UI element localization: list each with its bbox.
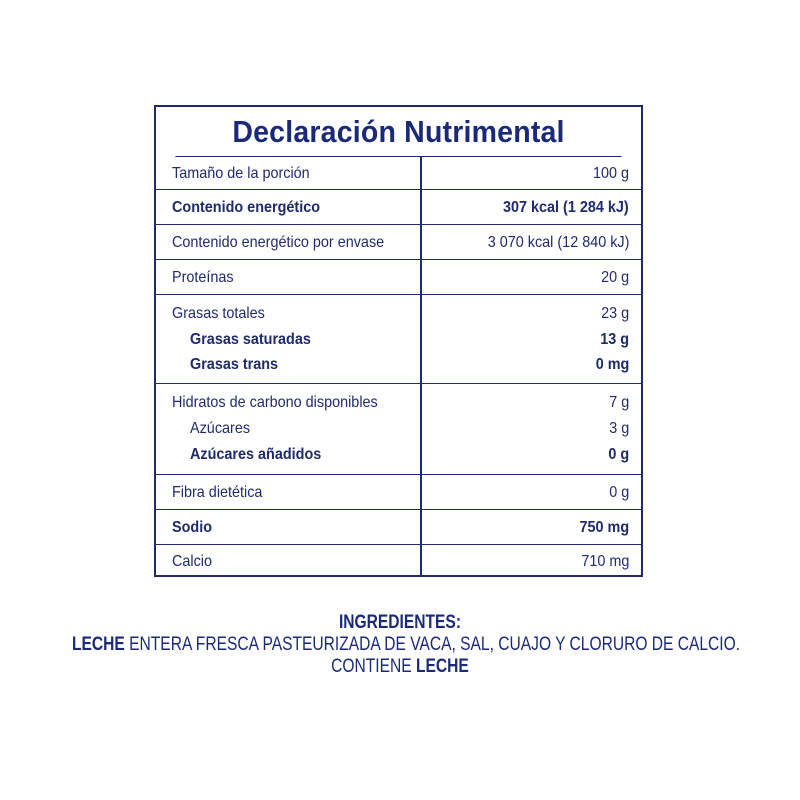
row-sodium [156,510,641,545]
row-label: Contenido energético por envase [172,234,385,251]
row-value: 0 g [608,446,629,463]
row-label: Sodio [172,519,212,536]
row-sublabel: Azúcares [190,420,251,437]
row-sublabel: Grasas trans [190,356,279,373]
row-label: Calcio [172,553,213,570]
row-value: 0 g [608,484,629,501]
row-value: 710 mg [580,553,629,570]
row-sublabel: Azúcares añadidos [190,446,322,463]
row-label: Proteínas [172,269,234,286]
row-label: Contenido energético [172,199,321,216]
row-serving-size [156,156,641,190]
allergen-highlight: LECHE [416,656,469,677]
row-value: 23 g [600,305,629,322]
ingredients-text: ENTERA FRESCA PASTEURIZADA DE VACA, SAL, CUAJO Y CLORURO DE CALCIO. [124,634,741,655]
row-calcium [156,545,641,577]
allergen-statement [72,656,728,678]
row-label: Tamaño de la porción [172,165,310,182]
ingredients-block [0,612,800,678]
row-proteins [156,260,641,295]
ingredients-list [72,634,741,656]
row-value: 3 070 kcal (12 840 kJ) [487,234,629,251]
row-label: Hidratos de carbono disponibles [172,394,378,411]
row-value: 307 kcal (1 284 kJ) [503,199,629,216]
row-fats [156,295,641,384]
row-value: 0 mg [595,356,629,373]
row-energy-per-package [156,225,641,260]
row-value: 7 g [608,394,629,411]
allergen-prefix: CONTIENE [331,656,417,677]
row-label: Fibra dietética [172,484,263,501]
row-value: 13 g [600,331,629,348]
row-value: 20 g [600,269,629,286]
allergen-highlight: LECHE [72,634,125,655]
row-value: 750 mg [579,519,629,536]
nutrition-facts-panel [154,105,643,577]
ingredients-heading: INGREDIENTES: [338,612,462,633]
row-carbohydrates [156,384,641,475]
row-energy [156,190,641,225]
row-label: Grasas totales [172,305,265,322]
row-sublabel: Grasas saturadas [190,331,311,348]
row-fiber [156,475,641,510]
row-value: 3 g [608,420,629,437]
panel-title: Declaración Nutrimental [175,107,621,157]
row-value: 100 g [592,165,629,182]
